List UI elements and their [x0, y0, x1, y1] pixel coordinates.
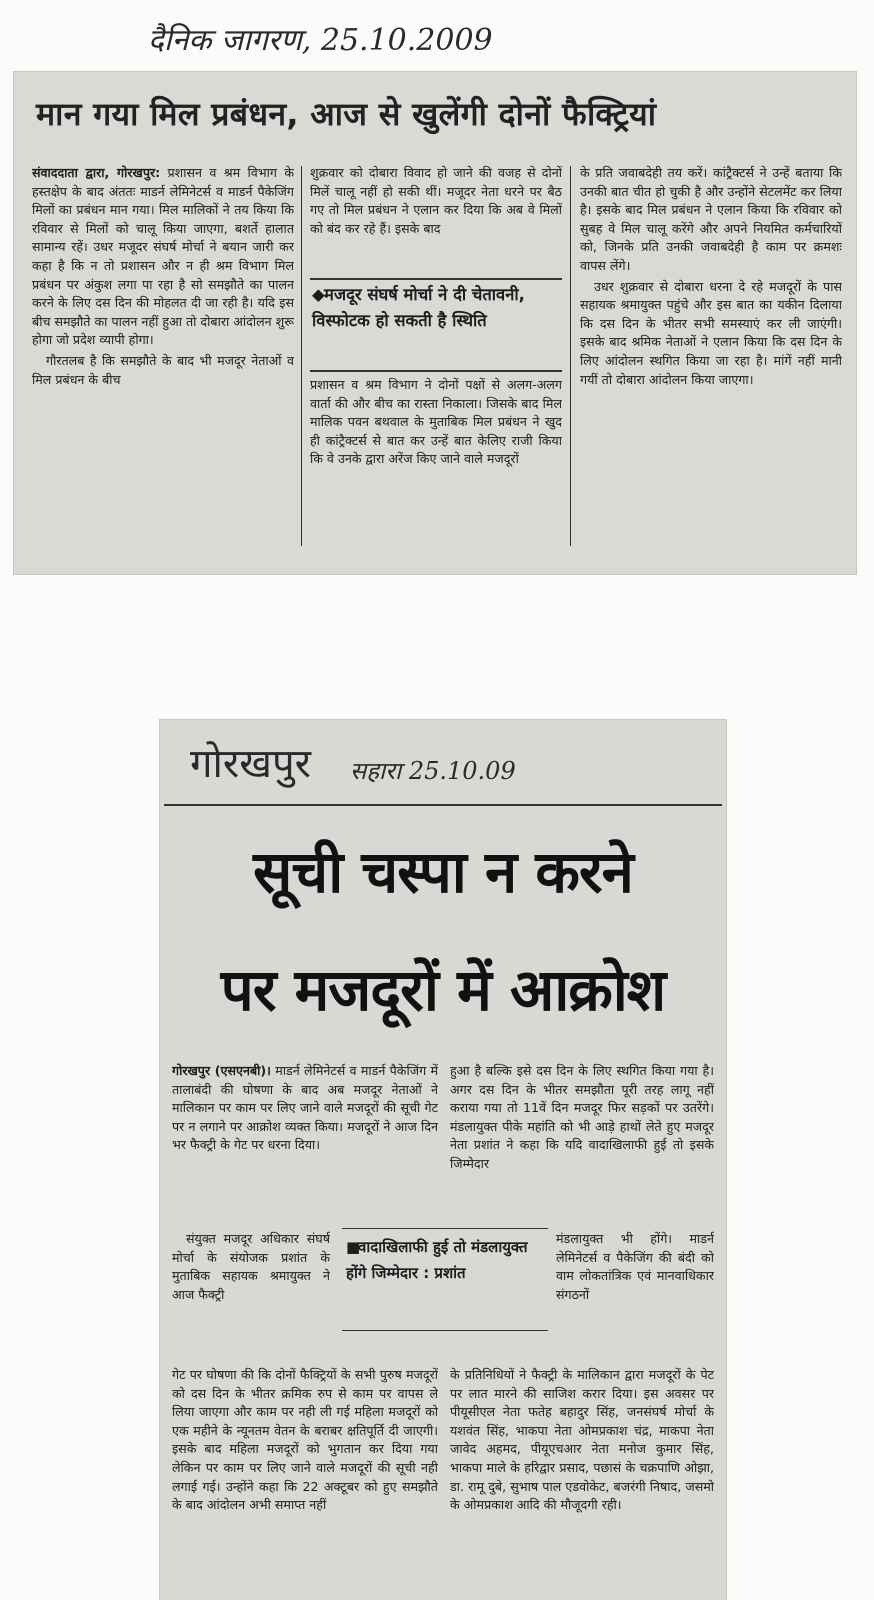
square-bullet-icon: ■	[346, 1238, 361, 1256]
handwritten-date-note: दैनिक जागरण, 25.10.2009	[148, 23, 493, 58]
subhead-rule-top	[342, 1228, 548, 1229]
headline-line-2: पर मजदूरों में आक्रोश	[220, 956, 666, 1024]
column-divider	[570, 166, 571, 546]
clipping-headline: मान गया मिल प्रबंधन, आज से खुलेंगी दोनों फैक्ट्रियां	[36, 95, 657, 133]
article-column-1-narrow	[172, 1230, 330, 1360]
article-paragraph: हुआ है बल्कि इसे दस दिन के लिए स्थगित किया गया है। अगर दस दिन के भीतर समझौता पूरी तरह लागू नहीं कराया गया तो 11वें दिन मजदूर फिर सड़कों पर उतरेंगे। मंडलायुक्त पीके महांति को भी आड़े हाथों लेते हुए मजदूर नेता प्रशांत ने कहा कि यदि वादाखिलाफी हुई तो इसके जिम्मेदार	[450, 1063, 714, 1171]
paragraph-text: प्रशासन व श्रम विभाग के हस्तक्षेप के बाद अंततः माडर्न लेमिनेटर्स व माडर्न पैकेजिंग मिलों का प्रबंधन मान गया। मिल मालिकों ने तय किया कि रविवार से मिलों को चालू किया जाएगा, बशर्ते हालात सामान्य रहें। उधर मजूदर संघर्ष मोर्चा ने बयान जारी कर कहा है कि न तो प्रशासन और न ही श्रम विभाग मिल प्रबंधन पर अंकुश लगा पा रहा है सो समझौते का पालन करने के लिए दस दिन की मोहलत दी जा रही है। यदि इस बीच समझौते का पालन नहीं हुआ तो दोबारा आंदोलन शुरू होगा जो प्रदेश व्यापी होगा।	[32, 165, 294, 348]
article-column-2-bottom	[310, 376, 562, 546]
article-paragraph: गौरतलब है कि समझौते के बाद भी मजदूर नेताओं व मिल प्रबंधन के बीच	[32, 352, 294, 387]
article-paragraph: मंडलायुक्त भी होंगे। माडर्न लेमिनेटर्स व पैकेजिंग की बंदी को वाम लोकतांत्रिक एवं मानवाधिकार संगठनों	[556, 1231, 714, 1302]
column-divider	[301, 166, 302, 546]
article-paragraph: गेट पर घोषणा की कि दोनों फैक्ट्रियों के सभी पुरुष मजदूरों को दस दिन के भीतर क्रमिक रुप से काम पर वापस ले लिया जाएगा और काम पर नही ली गई महिला मजदूरों को एक महीने के न्यूनतम वेतन के बराबर क्षतिपूर्ति दी जाएगी। इसके बाद महिला मजदूरों को भुगतान कर दिया गया लेकिन पर काम पर लिए जाने वाले मजदूरों की सूची नही लगाई गई। उन्होंने कहा कि 22 अक्टूबर को हुए समझौते के बाद आंदोलन अभी समाप्त नहीं	[172, 1367, 438, 1513]
article-subheadline	[346, 1234, 546, 1286]
article-paragraph: प्रशासन व श्रम विभाग ने दोनों पक्षों से अलग-अलग वार्ता की और बीच का रास्ता निकाला। जिसके बाद मिल मालिक पवन बथवाल के मुताबिक मिल प्रबंधन ने खुद ही कांट्रैक्टर्स से बात कर उन्हें बात केलिए राजी किया कि वे उनके द्वारा अरेंज किए जाने वाले मजदूरों	[310, 377, 562, 467]
handwritten-date-note: सहारा 25.10.09	[350, 757, 516, 785]
subhead-rule-bottom	[310, 370, 562, 372]
article-column-1	[32, 164, 294, 564]
subhead-rule-bottom	[342, 1330, 548, 1331]
article-paragraph: के प्रति जवाबदेही तय करें। कांट्रैक्टर्स ने उन्हें बताया कि उनकी बात चीत हो चुकी है और उन्होंने सेटलमेंट कर लिया है। इसके बाद मिल प्रबंधन ने एलान किया कि रविवार को सुबह वे मिल चालू करेंगे और अपने नियमित कर्मचारियों को, जिनके प्रति उनकी जवाबदेही है काम पर क्रमशः वापस लेंगे।	[580, 165, 842, 273]
article-column-2-bottom	[450, 1366, 714, 1594]
article-column-1-top	[172, 1062, 438, 1222]
article-subheadline	[312, 282, 562, 334]
masthead-rule	[164, 804, 722, 806]
article-column-2-top	[450, 1062, 714, 1222]
dateline: गोरखपुर (एसएनबी)।	[172, 1063, 271, 1078]
article-column-2-top	[310, 164, 562, 276]
headline-line-1: सूची चस्पा न करने	[253, 838, 633, 906]
article-paragraph: संयुक्त मजदूर अधिकार संघर्ष मोर्चा के संयोजक प्रशांत के मुताबिक सहायक श्रमायुक्त ने आज फैक्ट्री	[172, 1231, 330, 1302]
article-paragraph	[172, 1062, 438, 1155]
diamond-bullet-icon: ◆	[312, 285, 325, 304]
article-paragraph	[32, 164, 294, 350]
subheadline-text: वादाखिलाफी हुई तो मंडलायुक्त होंगे जिम्मेदार : प्रशांत	[346, 1238, 528, 1282]
dateline: संवाददाता द्वारा, गोरखपुर:	[32, 165, 161, 180]
article-column-1-bottom	[172, 1366, 438, 1594]
newspaper-clipping-jagran	[14, 72, 856, 574]
article-paragraph: उधर शुक्रवार से दोबारा धरना दे रहे मजदूरों के पास सहायक श्रमायुक्त पहुंचे और इस बात का यकीन दिलाया कि दस दिन के भीतर सभी समस्याएं कर ली जाएंगी। इसके बाद श्रमिक नेताओं ने एलान किया कि दस दिन के लिए आंदोलन स्थगित किया जा रहा है। मांगें नहीं मानी गयीं तो दोबारा आंदोलन किया जाएगा।	[580, 278, 842, 387]
newspaper-clipping-sahara	[160, 720, 726, 1600]
paragraph-text: माडर्न लेमिनेटर्स व माडर्न पैकेजिंग में तालाबंदी की घोषणा के बाद अब मजदूर नेताओं ने मालिकान पर काम पर लिए जाने वाले मजदूरों की सूची गेट पर न लगाने पर आक्रोश व्यक्त किया। मजदूरों ने आज दिन भर फैक्ट्री के गेट पर धरना दिया।	[172, 1063, 438, 1153]
article-column-2-narrow	[556, 1230, 714, 1360]
subhead-rule-top	[310, 278, 562, 280]
subheadline-text: मजदूर संघर्ष मोर्चा ने दी चेतावनी, विस्फोटक हो सकती है स्थिति	[312, 285, 525, 330]
article-paragraph: शुक्रवार को दोबारा विवाद हो जाने की वजह से दोनों मिलें चालू नहीं हो सकी थीं। मजूदर नेता धरने पर बैठ गए तो मिल प्रबंधन ने एलान कर दिया कि अब वे मिलों को बंद कर रहे हैं। इसके बाद	[310, 165, 562, 236]
city-masthead: गोरखपुर	[190, 741, 312, 787]
article-paragraph: के प्रतिनिधियों ने फैक्ट्री के मालिकान द्वारा मजदूरों के पेट पर लात मारने की साजिश करार दिया। इस अवसर पर पीयूसीएल नेता फतेह बहादुर सिंह, जनसंघर्ष मोर्चा के यशवंत सिंह, भाकपा नेता ओमप्रकाश चंद्र, माकपा नेता जावेद अहमद, पीयूएचआर नेता मनोज कुमार सिंह, भाकपा माले के हरिद्वार प्रसाद, पछासं के चक्रपाणि ओझा, डा. रामू दुबे, सुभाष पाल एडवोकेट, बजरंगी निषाद, जसमो के ओमप्रकाश आदि की मौजूदगी रही।	[450, 1367, 714, 1513]
article-column-3	[580, 164, 842, 564]
